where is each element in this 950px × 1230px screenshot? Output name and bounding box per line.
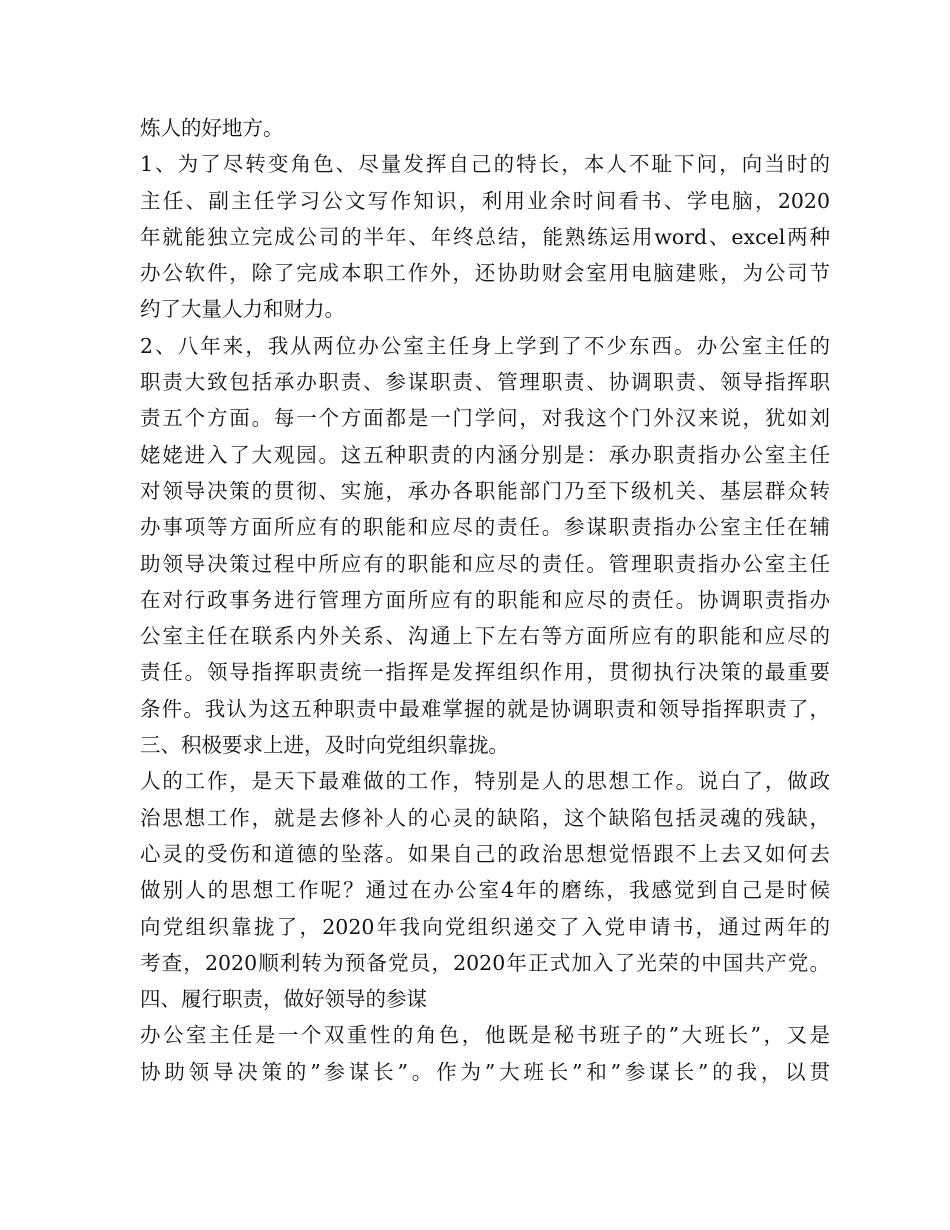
- text-line: 2、八年来，我从两位办公室主任身上学到了不少东西。办公室主任的: [140, 333, 830, 358]
- text-line: 约了大量人力和财力。: [140, 297, 345, 322]
- text-line: 协助领导决策的”参谋长”。作为”大班长”和”参谋长”的我，以贯: [140, 1059, 830, 1084]
- text-line: 治思想工作，就是去修补人的心灵的缺陷，这个缺陷包括灵魂的残缺，: [140, 805, 830, 830]
- text-line: 办事项等方面所应有的职能和应尽的责任。参谋职责指办公室主任在辅: [140, 515, 830, 540]
- text-line: 助领导决策过程中所应有的职能和应尽的责任。管理职责指办公室主任: [140, 551, 830, 576]
- text-line: 姥姥进入了大观园。这五种职责的内涵分别是：承办职责指办公室主任: [140, 442, 830, 467]
- section-heading: 三、积极要求上进，及时向党组织靠拢。: [140, 733, 509, 758]
- document-body: [140, 110, 830, 1090]
- text-line: 责五个方面。每一个方面都是一门学问，对我这个门外汉来说，犹如刘: [140, 406, 830, 431]
- text-line: 心灵的受伤和道德的坠落。如果自己的政治思想觉悟跟不上去又如何去: [140, 841, 830, 866]
- text-line: 向党组织靠拢了，2020年我向党组织递交了入党申请书，通过两年的: [140, 914, 830, 939]
- text-line: 在对行政事务进行管理方面所应有的职能和应尽的责任。协调职责指办: [140, 587, 830, 612]
- text-line: 办公室主任是一个双重性的角色，他既是秘书班子的”大班长”，又是: [140, 1023, 830, 1048]
- text-line: 公室主任在联系内外关系、沟通上下左右等方面所应有的职能和应尽的: [140, 624, 830, 649]
- text-line: 对领导决策的贯彻、实施，承办各职能部门乃至下级机关、基层群众转: [140, 478, 830, 503]
- text-line: 办公软件，除了完成本职工作外，还协助财会室用电脑建账，为公司节: [140, 261, 830, 286]
- text-line: 1、为了尽转变角色、尽量发挥自己的特长，本人不耻下问，向当时的: [140, 152, 830, 177]
- text-line: 责任。领导指挥职责统一指挥是发挥组织作用，贯彻执行决策的最重要: [140, 660, 830, 685]
- text-line: 人的工作，是天下最难做的工作，特别是人的思想工作。说白了，做政: [140, 769, 830, 794]
- section-heading: 四、履行职责，做好领导的参谋: [140, 987, 427, 1012]
- text-line: 做别人的思想工作呢？通过在办公室4年的磨练，我感觉到自己是时候: [140, 878, 830, 903]
- text-line: 主任、副主任学习公文写作知识，利用业余时间看书、学电脑，2020: [140, 188, 830, 213]
- text-line: 考查，2020顺利转为预备党员，2020年正式加入了光荣的中国共产党。: [140, 950, 830, 975]
- text-line: 条件。我认为这五种职责中最难掌握的就是协调职责和领导指挥职责了，: [140, 696, 830, 721]
- text-line: 职责大致包括承办职责、参谋职责、管理职责、协调职责、领导指挥职: [140, 370, 830, 395]
- text-line: 年就能独立完成公司的半年、年终总结，能熟练运用word、excel两种: [140, 224, 830, 249]
- text-line: 炼人的好地方。: [140, 116, 284, 140]
